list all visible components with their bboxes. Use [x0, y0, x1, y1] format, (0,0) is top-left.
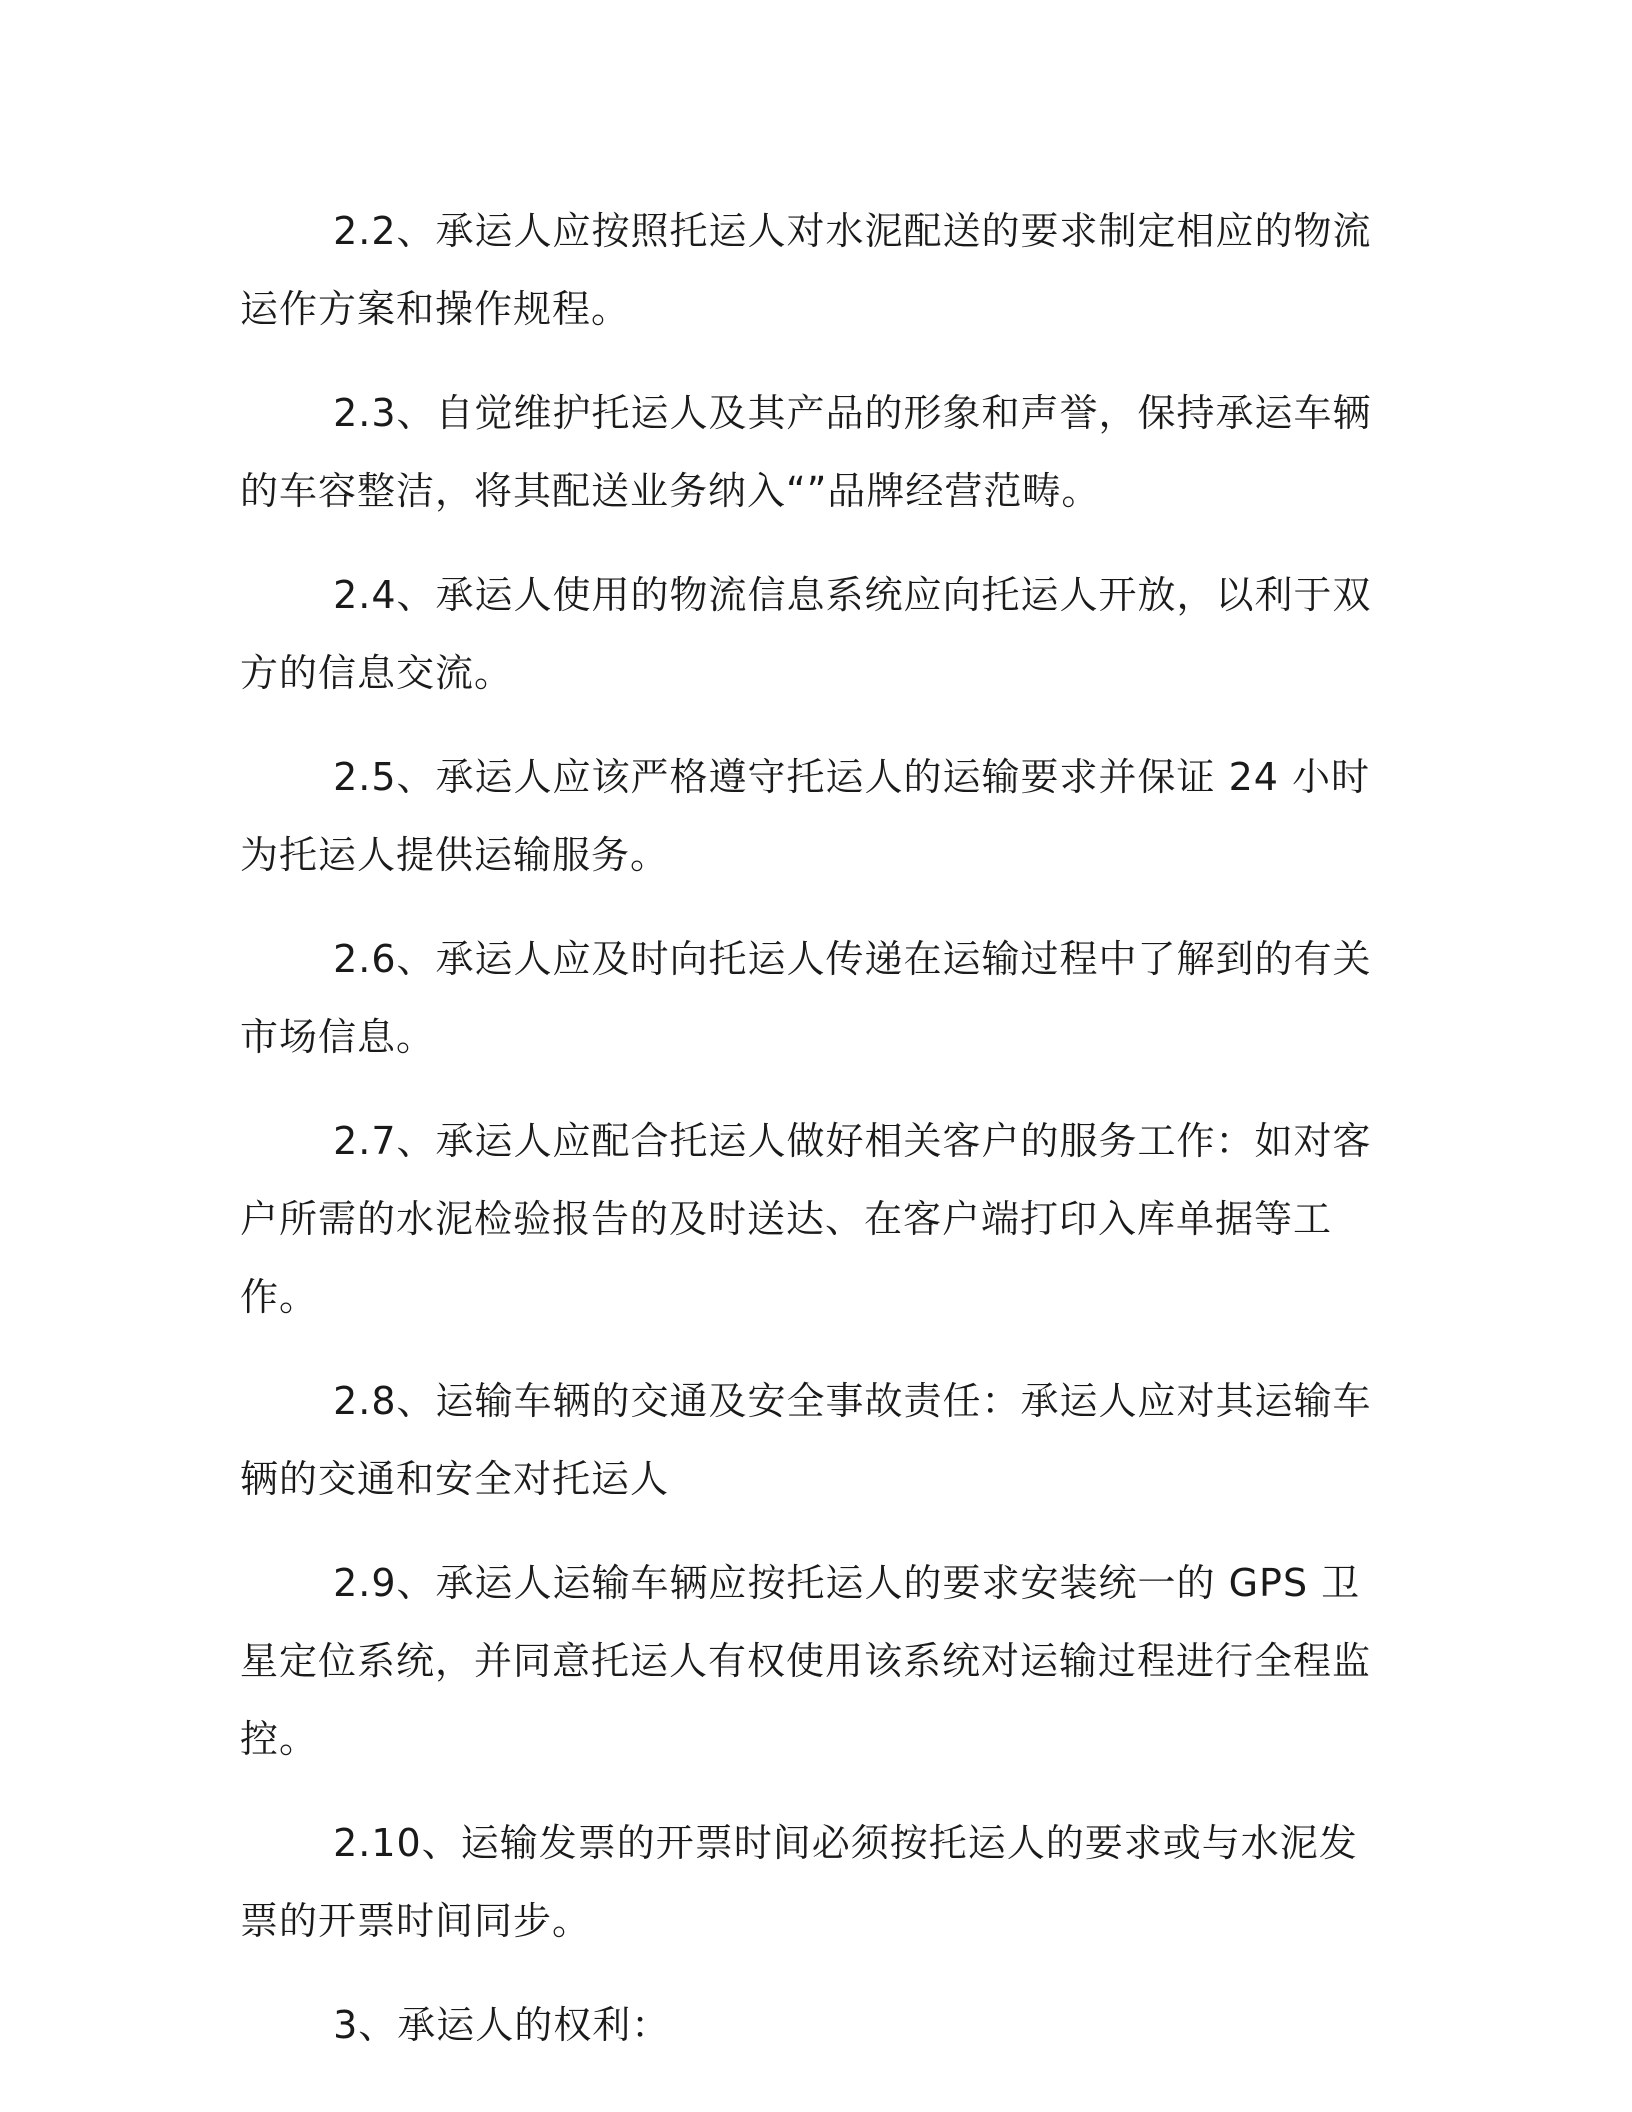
clause-2-5: 2.5、承运人应该严格遵守托运人的运输要求并保证 24 小时为托运人提供运输服务。 — [240, 755, 1371, 877]
clause-2-8: 2.8、运输车辆的交通及安全事故责任：承运人应对其运输车辆的交通和安全对托运人 — [240, 1379, 1372, 1501]
clause-2-10: 2.10、运输发票的开票时间必须按托运人的要求或与水泥发票的开票时间同步。 — [240, 1821, 1358, 1943]
clause-2-4: 2.4、承运人使用的物流信息系统应向托运人开放，以利于双方的信息交流。 — [240, 573, 1372, 695]
clause-2-2: 2.2、承运人应按照托运人对水泥配送的要求制定相应的物流运作方案和操作规程。 — [240, 209, 1372, 331]
clause-2-6: 2.6、承运人应及时向托运人传递在运输过程中了解到的有关市场信息。 — [240, 937, 1372, 1059]
clause-2-3: 2.3、自觉维护托运人及其产品的形象和声誉，保持承运车辆的车容整洁，将其配送业务纳入“”品牌经营范畴。 — [240, 391, 1372, 513]
clause-2-9: 2.9、承运人运输车辆应按托运人的要求安装统一的 GPS 卫星定位系统，并同意托运人有权使用该系统对运输过程进行全程监控。 — [240, 1561, 1372, 1761]
document-body — [240, 192, 1390, 2090]
section-3-heading: 3、承运人的权利： — [333, 2003, 671, 2047]
clause-2-7: 2.7、承运人应配合托运人做好相关客户的服务工作：如对客户所需的水泥检验报告的及时送达、在客户端打印入库单据等工作。 — [240, 1119, 1372, 1319]
